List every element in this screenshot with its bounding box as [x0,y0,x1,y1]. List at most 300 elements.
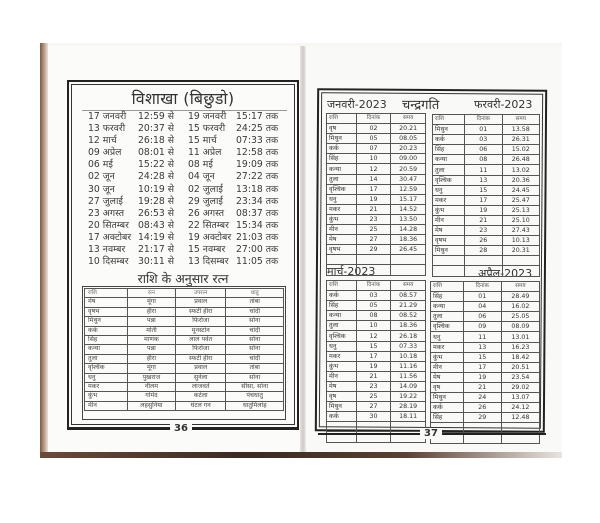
table-row [431,372,540,382]
table-cell: 19 [356,194,391,204]
to-date: 02 जुलाई [188,183,223,195]
date-row [88,135,298,147]
table-cell: लाजवर्त [176,383,226,392]
table-cell: 20.59 [391,164,426,174]
table-row [85,298,284,307]
table-cell: पंचधातु [226,392,284,401]
table-cell: तुला [327,174,357,184]
table-cell: कन्या [327,164,357,174]
table-cell: 12 [356,164,391,174]
table-cell [356,422,391,432]
to-date: 26 अगस्त [188,207,225,219]
table-cell: 21 [356,371,391,381]
table-cell: धनु [433,185,465,195]
table-row [327,291,426,301]
table-row [85,383,284,392]
table-cell: माणक [127,336,175,345]
table-cell: मीन [433,215,465,225]
table-cell: 27.43 [502,226,539,236]
table-cell: 17 [465,195,502,205]
table-cell: 10.18 [391,351,426,361]
table-cell: कुंभ [327,361,357,371]
from-date: 02 जून [88,171,115,183]
table-cell: वृश्चिक [85,364,128,373]
table-cell: 11 [463,332,501,342]
table-cell: 23 [356,214,391,224]
table-row [327,371,426,381]
table-row [327,134,426,144]
table-cell: सुनेला [176,373,226,382]
table-cell: कुंभ [85,392,128,401]
table-cell [327,422,357,432]
from-time: 24:28 से [138,171,175,183]
date-row [88,159,298,171]
to-date: 19 जनवरी [188,111,227,122]
table-cell: मेष [433,226,465,236]
table-row [327,235,426,245]
table-cell: 13 [465,175,502,185]
table-cell: 25.47 [502,195,539,205]
table-cell: प्रवाल [176,298,226,307]
table-cell: 30.47 [391,174,426,184]
table-cell: 13.58 [502,125,539,135]
table-cell [465,256,502,266]
to-time: 27:22 तक [236,171,279,183]
table-row [431,382,540,392]
from-date: 17 अक्टोबर [88,231,132,243]
table-cell: पन्ना [127,345,175,354]
table-cell: 26.31 [502,135,539,145]
nakshatra-dates-list [88,111,298,268]
table-cell: स्फटी हीरा [176,307,226,316]
table-cell: 05 [356,134,391,144]
table-cell: 23.54 [501,372,539,382]
month-title-apr: अप्रैल-2023 [478,267,533,280]
table-row [433,266,540,276]
table-row [85,354,284,363]
table-cell: 30 [356,412,391,422]
table-cell: 16.02 [501,302,539,312]
table-cell: कर्क [327,291,357,301]
table-cell: मकर [85,383,128,392]
table-row [431,423,540,433]
date-row [88,111,298,123]
table-cell: 11.56 [391,371,426,381]
table-cell: मेष [327,381,357,391]
table-cell: 12.48 [501,413,539,423]
table-row [431,362,540,372]
table-cell: सीसा, सोना [226,383,284,392]
table-cell: मेष [431,372,464,382]
table-cell [356,255,391,265]
table-row [431,332,540,342]
table-cell: 17 [356,351,391,361]
from-date: 17 जनवरी [88,111,127,122]
table-cell: 24 [463,393,501,403]
page-number-left: 36 [170,423,192,434]
column-header: दिनांक [356,114,391,124]
table-cell: वृषभ [327,245,357,255]
table-cell: सिंह [433,145,465,155]
table-row [85,392,284,401]
table-cell: 07.33 [391,341,426,351]
table-cell: चांदी [226,307,284,316]
table-cell: 26.18 [391,331,426,341]
column-header: समय [501,282,539,292]
moon-table-feb [432,114,540,277]
column-header: राशि [327,281,357,291]
table-cell: कर्क [327,144,357,154]
table-row [433,135,540,145]
table-cell: 25.05 [501,312,539,322]
table-cell: 10 [356,154,391,164]
column-header: समय [502,115,539,125]
table-cell: मिथुन [433,246,465,256]
date-row [88,184,298,196]
to-time: 12:58 तक [236,147,279,159]
table-cell: 29.02 [501,382,539,392]
table-cell: 23 [356,381,391,391]
table-cell: वृष [327,392,357,402]
table-cell: 03 [356,291,391,301]
table-cell: 23 [465,226,502,236]
to-date: 19 अक्टोबर [188,231,232,243]
table-cell: 25 [356,392,391,402]
table-cell: लाल पर्वत [176,336,226,345]
column-header: राशि [85,289,128,298]
table-cell: मीन [431,362,464,372]
table-row [433,185,540,195]
table-cell: 25.13 [502,205,539,215]
table-cell: 19 [356,361,391,371]
table-cell: 13.02 [502,165,539,175]
table-row [433,125,540,135]
table-cell: तांबा [226,298,284,307]
table-cell: मकर [433,195,465,205]
table-cell: तुला [327,321,357,331]
table-cell: सिंह [85,336,128,345]
to-date: 22 सितम्बर [188,219,229,231]
table-cell: फिरोजा [176,317,226,326]
date-row [88,232,298,244]
from-time: 26:18 से [138,135,175,147]
table-cell: धनु [327,341,357,351]
from-date: 23 अगस्त [88,207,125,219]
table-cell: 07 [356,144,391,154]
table-row [431,342,540,352]
from-time: 30:11 से [138,256,175,268]
table-row [327,311,426,321]
table-cell: हीरा [127,354,175,363]
to-date: 08 मई [188,159,213,171]
column-header: दिनांक [463,282,501,292]
table-row [327,255,426,265]
book-bottom-edge [40,452,562,458]
table-cell: कटेला [176,392,226,401]
table-row [327,164,426,174]
table-row [327,214,426,224]
table-row [433,155,540,165]
table-row [433,246,540,256]
table-cell: फिरोजा [176,345,226,354]
from-time: 14:19 से [138,231,175,243]
table-cell: सिंह [327,154,357,164]
table-cell: 29 [356,245,391,255]
table-cell [327,255,357,265]
table-cell: मेष [85,298,128,307]
table-cell [502,256,539,266]
column-header: राशि [327,114,357,124]
from-date: 06 मई [88,159,113,171]
table-cell [391,265,426,275]
column-header: धातु [226,289,284,298]
table-cell: 20.21 [391,124,426,134]
table-cell: 13.01 [501,332,539,342]
table-cell: 09 [463,322,501,332]
from-time: 20:37 से [138,123,175,135]
column-header: दिनांक [465,115,502,125]
table-cell: धनु [431,332,464,342]
table-cell: 12 [356,331,391,341]
to-date: 15 मार्च [188,135,217,147]
table-cell: 15.02 [502,145,539,155]
to-time: 07:33 तक [236,135,279,147]
table-cell: 10 [356,321,391,331]
table-row [327,225,426,235]
table-row [327,144,426,154]
column-header: समय [391,281,426,291]
table-cell: 18.36 [391,235,426,245]
table-cell: सोना [226,317,284,326]
table-cell: वृषभ [433,236,465,246]
table-cell [465,266,502,276]
table-row [327,204,426,214]
table-cell: कर्क [431,403,464,413]
table-cell: 28 [465,246,502,256]
table-cell: मिथुन [433,125,465,135]
table-cell: 14.52 [391,204,426,214]
table-cell: 20.31 [502,246,539,256]
table-cell: 17 [463,362,501,372]
to-time: 15:34 तक [236,219,279,231]
table-row [327,124,426,134]
table-row [433,236,540,246]
table-cell: 13.07 [501,393,539,403]
chandragati-title: चन्द्रगति [402,98,440,113]
table-cell: स्फटी हीरा [176,354,226,363]
month-title-jan: जनवरी-2023 [327,98,387,111]
column-header: राशि [431,282,464,292]
table-cell: प्रवाल [176,364,226,373]
table-row [431,352,540,362]
moon-table-mar [326,280,426,443]
table-cell: वृष [431,382,464,392]
table-cell: हीरा [127,307,175,316]
table-cell: मिथुन [327,402,357,412]
table-cell: 15 [356,341,391,351]
moon-table-header [433,115,540,125]
table-cell: 13.50 [391,214,426,224]
nakshatra-title: विशाखा (बिछुडो) [131,89,235,108]
table-cell: मकर [431,342,464,352]
table-cell: 18.36 [391,321,426,331]
table-cell: 29 [463,413,501,423]
table-cell: 08.57 [391,291,426,301]
date-row [88,171,298,183]
table-cell: वृश्चिक [431,322,464,332]
table-cell: मिथुन [327,134,357,144]
table-cell: कन्या [431,302,464,312]
table-cell: 11.16 [391,361,426,371]
table-cell: वृषभ [85,307,128,316]
table-cell: मिथुन [431,393,464,403]
table-cell: 06 [465,145,502,155]
month-title-mar: मार्च-2023 [327,265,376,278]
table-cell [463,423,501,433]
to-time: 23:34 तक [236,195,279,207]
to-time: 13:18 तक [236,183,279,195]
table-cell: कुंभ [433,205,465,215]
table-row [433,165,540,175]
table-cell: 24.12 [501,403,539,413]
date-row [88,123,298,135]
table-row [327,331,426,341]
moon-table-header [327,114,426,124]
to-time: 27:00 तक [236,244,279,256]
to-time: 08:37 तक [236,207,279,219]
table-cell: सिंह [431,413,464,423]
table-cell: 01 [463,292,501,302]
table-row [85,401,284,410]
table-row [327,174,426,184]
table-cell: 09.00 [391,154,426,164]
moon-table-apr [430,281,540,444]
table-row [327,194,426,204]
to-time: 21:03 तक [236,231,279,243]
table-cell: मीन [327,225,357,235]
table-cell: मेष [327,235,357,245]
moon-table-header [327,281,426,291]
table-cell: 25.10 [502,215,539,225]
table-cell: 21 [465,215,502,225]
from-time: 15:22 से [138,159,175,171]
gem-table [84,288,284,411]
table-cell: 12.59 [391,184,426,194]
table-cell: धनु [327,194,357,204]
month-title-feb: फरवरी-2023 [474,98,533,111]
table-cell: 15 [465,185,502,195]
table-cell: मकर [327,351,357,361]
table-cell: 14.28 [391,225,426,235]
table-cell: मकर [327,204,357,214]
table-cell: धनु [85,373,128,382]
gem-table-header [85,289,284,298]
table-cell [502,266,539,276]
moon-table-header [431,282,540,292]
table-cell: वृश्चिक [327,331,357,341]
table-row [327,301,426,311]
table-row [327,422,426,432]
to-time: 19:09 तक [236,159,279,171]
table-row [433,256,540,266]
from-time: 08:43 से [138,219,175,231]
table-row [327,245,426,255]
table-cell: सिंह [431,292,464,302]
table-row [327,184,426,194]
table-cell: पुखराज [127,373,175,382]
table-row [327,381,426,391]
table-cell: 11 [465,165,502,175]
page-number-right: 37 [420,428,442,439]
table-row [327,341,426,351]
from-date: 30 जून [88,183,115,195]
date-row [88,220,298,232]
table-cell: 28.49 [501,292,539,302]
table-cell: मूनस्टोन [176,326,226,335]
table-row [431,312,540,322]
table-cell: मीन [85,401,128,410]
table-cell: वृश्चिक [327,184,357,194]
column-header: राशि [433,115,465,125]
table-cell: गोमेद [127,392,175,401]
date-row [88,196,298,208]
table-cell: 13 [463,342,501,352]
table-cell: नीलम [127,383,175,392]
date-row [88,147,298,159]
to-time: 24:25 तक [236,123,279,135]
date-row [88,256,298,268]
table-cell: 26.48 [502,155,539,165]
from-date: 09 अप्रेल [88,147,122,159]
from-date: 13 नवम्बर [88,244,126,256]
from-date: 27 जुलाई [88,195,123,207]
table-cell: 18.42 [501,352,539,362]
column-header: दिनांक [356,281,391,291]
to-date: 13 दिसम्बर [188,256,229,268]
table-cell: 27 [356,235,391,245]
table-row [431,413,540,423]
table-cell: चांदी [226,326,284,335]
moon-table-jan [326,113,426,276]
table-cell: मिथुन [85,317,128,326]
table-cell: सोना [226,336,284,345]
table-cell: 19 [465,205,502,215]
table-cell: 26 [463,403,501,413]
from-time: 26:53 से [138,207,175,219]
table-cell: 21 [463,382,501,392]
from-date: 13 फरवरी [88,123,126,135]
from-date: 12 मार्च [88,135,117,147]
table-row [327,265,426,275]
table-cell: कन्या [85,345,128,354]
to-date: 15 नवम्बर [188,244,226,256]
table-cell: 21.29 [391,301,426,311]
table-cell: पन्ना [127,317,175,326]
table-cell: 19.22 [391,392,426,402]
to-date: 29 जुलाई [188,195,223,207]
table-cell: मोती [127,326,175,335]
from-time: 19:28 से [138,195,175,207]
table-cell: चांदी [226,354,284,363]
table-cell: 01 [465,125,502,135]
table-cell: धातुमिलांह [226,401,284,410]
table-row [327,361,426,371]
table-cell: 16.23 [501,342,539,352]
table-cell: 27 [356,402,391,412]
table-cell: 17 [356,184,391,194]
table-cell: 19 [463,372,501,382]
table-cell: 21 [356,204,391,214]
